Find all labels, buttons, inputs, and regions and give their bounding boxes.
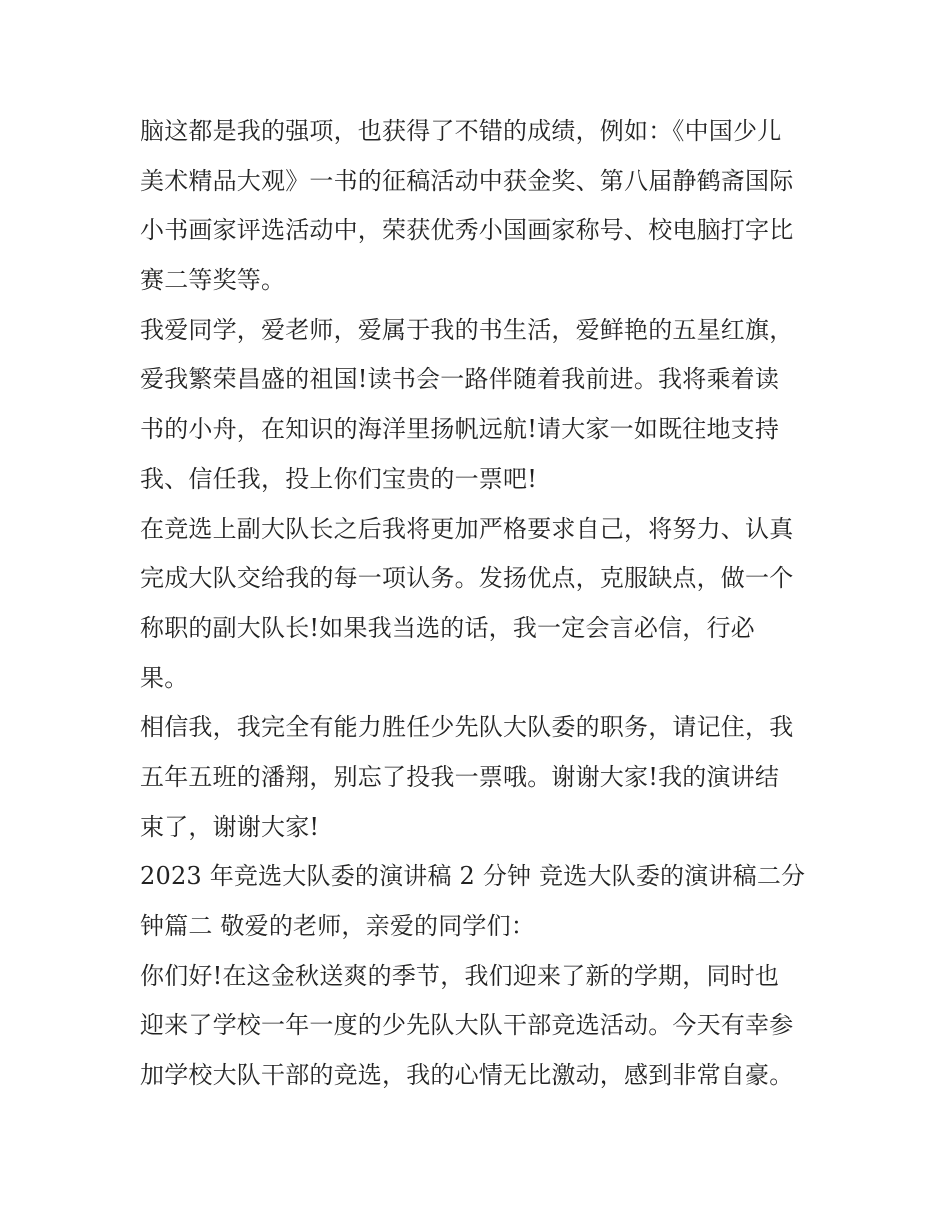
text-line: 2023 年竞选大队委的演讲稿 2 分钟 竞选大队委的演讲稿二分 xyxy=(140,862,806,891)
text-line: 束了，谢谢大家! xyxy=(140,812,320,841)
text-line: 相信我，我完全有能力胜任少先队大队委的职务，请记住，我 xyxy=(140,713,794,742)
document-body xyxy=(140,107,830,1101)
text-line: 爱我繁荣昌盛的祖国!读书会一路伴随着我前进。我将乘着读 xyxy=(140,365,780,394)
text-line: 赛二等奖等。 xyxy=(140,266,286,295)
text-line: 完成大队交给我的每一项认务。发扬优点，克服缺点，做一个 xyxy=(140,564,794,593)
text-line: 书的小舟，在知识的海洋里扬帆远航!请大家一如既往地支持 xyxy=(140,415,780,444)
text-line: 称职的副大队长!如果我当选的话，我一定会言必信，行必 xyxy=(140,613,755,642)
text-line: 加学校大队干部的竞选，我的心情无比激动，感到非常自豪。 xyxy=(140,1061,794,1090)
text-line: 你们好!在这金秋送爽的季节，我们迎来了新的学期，同时也 xyxy=(140,961,780,990)
text-line: 在竞选上副大队长之后我将更加严格要求自己，将努力、认真 xyxy=(140,514,794,543)
text-line: 我、信任我，投上你们宝贵的一票吧! xyxy=(140,464,538,493)
text-line: 钟篇二 敬爱的老师，亲爱的同学们： xyxy=(140,912,536,940)
text-line: 美术精品大观》一书的征稿活动中获金奖、第八届静鹤斋国际 xyxy=(140,166,794,195)
text-line: 小书画家评选活动中，荣获优秀小国画家称号、校电脑打字比 xyxy=(140,216,794,245)
text-line: 我爱同学，爱老师，爱属于我的书生活，爱鲜艳的五星红旗， xyxy=(140,315,794,344)
text-line: 脑这都是我的强项，也获得了不错的成绩，例如：《中国少儿 xyxy=(140,117,782,145)
text-line: 迎来了学校一年一度的少先队大队干部竞选活动。今天有幸参 xyxy=(140,1011,794,1040)
text-line: 五年五班的潘翔，别忘了投我一票哦。谢谢大家!我的演讲结 xyxy=(140,762,780,791)
text-line: 果。 xyxy=(140,663,189,692)
